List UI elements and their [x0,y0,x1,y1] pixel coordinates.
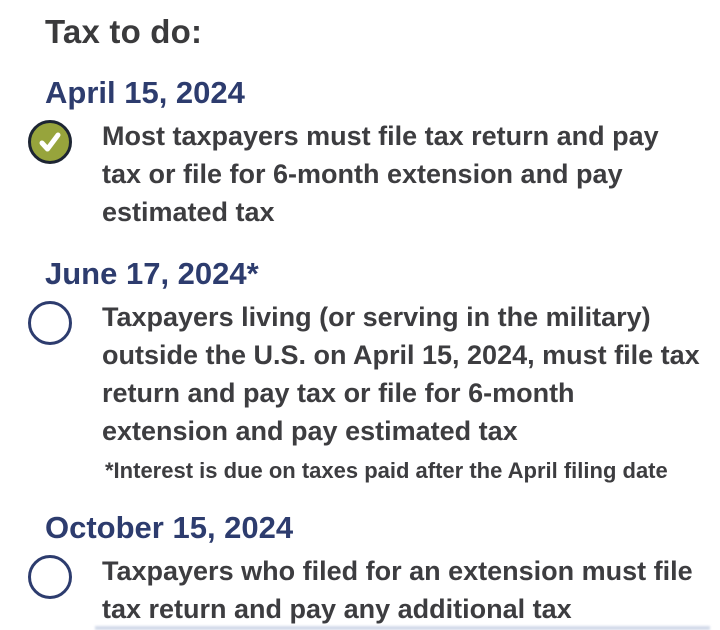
deadline-section-april [28,74,710,231]
deadline-section-october [28,509,710,628]
task-row [28,117,710,231]
deadline-section-june [28,255,710,484]
footnote: *Interest is due on taxes paid after the April filing date [105,458,668,483]
task-description: Taxpayers living (or serving in the military) outside the U.S. on April 15, 2024, must file tax return and pay tax or file for 6-month extension and pay estimated tax [102,302,700,446]
date-heading-april: April 15, 2024 [45,75,245,110]
checkbox-checked[interactable] [28,120,72,164]
page-title: Tax to do: [45,13,203,50]
date-heading-october: October 15, 2024 [45,510,294,545]
bottom-divider [95,626,710,630]
checkbox-unchecked[interactable] [28,555,72,599]
task-row [28,552,710,628]
check-icon [37,129,63,155]
task-description: Taxpayers who filed for an extension must file tax return and pay any additional tax [102,556,693,624]
date-heading-june: June 17, 2024* [45,256,259,291]
task-description: Most taxpayers must file tax return and pay tax or file for 6-month extension and pay estimated tax [102,121,659,227]
checkbox-unchecked[interactable] [28,301,72,345]
task-row [28,298,710,450]
